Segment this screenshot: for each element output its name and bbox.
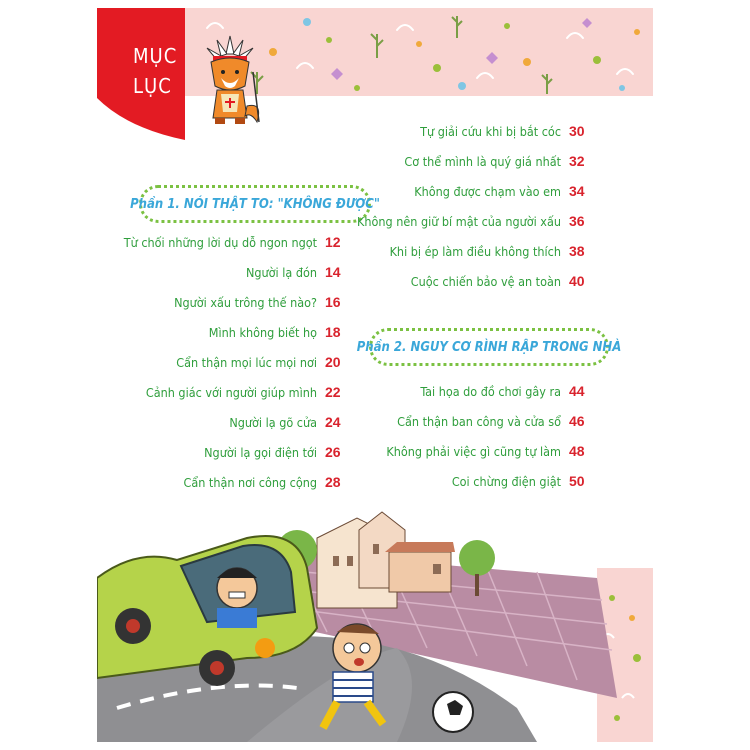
toc-entry[interactable] — [411, 273, 589, 289]
entry-title: Tai họa do đồ chơi gây ra — [420, 384, 561, 399]
entry-title: Coi chừng điện giật — [451, 474, 561, 489]
entry-title: Không phải việc gì cũng tự làm — [386, 444, 561, 459]
toc-entry[interactable] — [174, 294, 345, 310]
entry-page: 32 — [569, 153, 585, 169]
street-accident-illustration — [97, 508, 653, 742]
toc-entry[interactable] — [420, 383, 589, 399]
toc-entry[interactable] — [146, 384, 345, 400]
toc-entry[interactable] — [176, 354, 345, 370]
entry-title: Cẩn thận nơi công cộng — [183, 475, 317, 490]
entry-title: Cẩn thận mọi lúc mọi nơi — [176, 355, 317, 370]
toc-entry[interactable] — [229, 414, 345, 430]
entry-title: Từ chối những lời dụ dỗ ngon ngọt — [123, 235, 317, 250]
toc-entry[interactable] — [420, 123, 589, 139]
toc-page — [97, 8, 653, 742]
entry-title: Không nên giữ bí mật của người xấu — [356, 214, 561, 229]
fox-mascot-icon — [197, 32, 263, 128]
entry-title: Khi bị ép làm điều không thích — [389, 244, 561, 259]
entry-title: Cẩn thận ban công và cửa sổ — [397, 414, 561, 429]
entry-page: 16 — [325, 294, 341, 310]
section-label-part-2: Phần 2. NGUY CƠ RÌNH RẬP TRONG NHÀ — [369, 328, 609, 366]
entry-title: Cơ thể mình là quý giá nhất — [404, 154, 561, 169]
toc-entry[interactable] — [124, 234, 345, 250]
entry-page: 50 — [569, 473, 585, 489]
entry-page: 38 — [569, 243, 585, 259]
entry-page: 14 — [325, 264, 341, 280]
toc-entry[interactable] — [390, 243, 589, 259]
toc-entry[interactable] — [246, 264, 345, 280]
entry-page: 26 — [325, 444, 341, 460]
entry-page: 36 — [569, 213, 585, 229]
entry-page: 18 — [325, 324, 341, 340]
section-label-part-1: Phần 1. NÓI THẬT TO: "KHÔNG ĐƯỢC" — [139, 185, 371, 223]
entry-page: 34 — [569, 183, 585, 199]
entry-page: 12 — [325, 234, 341, 250]
toc-entry[interactable] — [452, 473, 589, 489]
toc-heading-word-1: MỤC — [133, 44, 178, 68]
entry-page: 46 — [569, 413, 585, 429]
toc-entry[interactable] — [404, 153, 589, 169]
entry-title: Tự giải cứu khi bị bắt cóc — [420, 124, 561, 139]
entry-title: Người lạ gọi điện tới — [204, 445, 317, 460]
driver-character — [217, 568, 257, 628]
toc-entry[interactable] — [209, 324, 345, 340]
entry-title: Cuộc chiến bảo vệ an toàn — [410, 274, 561, 289]
entry-page: 44 — [569, 383, 585, 399]
entry-title: Người lạ gõ cửa — [229, 415, 317, 430]
toc-entry[interactable] — [386, 443, 589, 459]
entry-page: 22 — [325, 384, 341, 400]
entry-title: Cảnh giác với người giúp mình — [145, 385, 317, 400]
toc-heading-word-2: LỤC — [133, 74, 172, 98]
entry-title: Mình không biết họ — [208, 325, 317, 340]
entry-page: 24 — [325, 414, 341, 430]
soccer-ball — [433, 692, 473, 732]
entry-page: 30 — [569, 123, 585, 139]
entry-page: 28 — [325, 474, 341, 490]
toc-entry[interactable] — [414, 183, 589, 199]
entry-title: Người xấu trông thế nào? — [174, 295, 317, 310]
entry-title: Người lạ đón — [246, 265, 317, 280]
entry-page: 40 — [569, 273, 585, 289]
entry-page: 48 — [569, 443, 585, 459]
toc-entry[interactable] — [183, 474, 345, 490]
entry-page: 20 — [325, 354, 341, 370]
toc-entry[interactable] — [397, 413, 589, 429]
toc-entry[interactable] — [204, 444, 345, 460]
toc-entry[interactable] — [357, 213, 589, 229]
entry-title: Không được chạm vào em — [414, 184, 561, 199]
